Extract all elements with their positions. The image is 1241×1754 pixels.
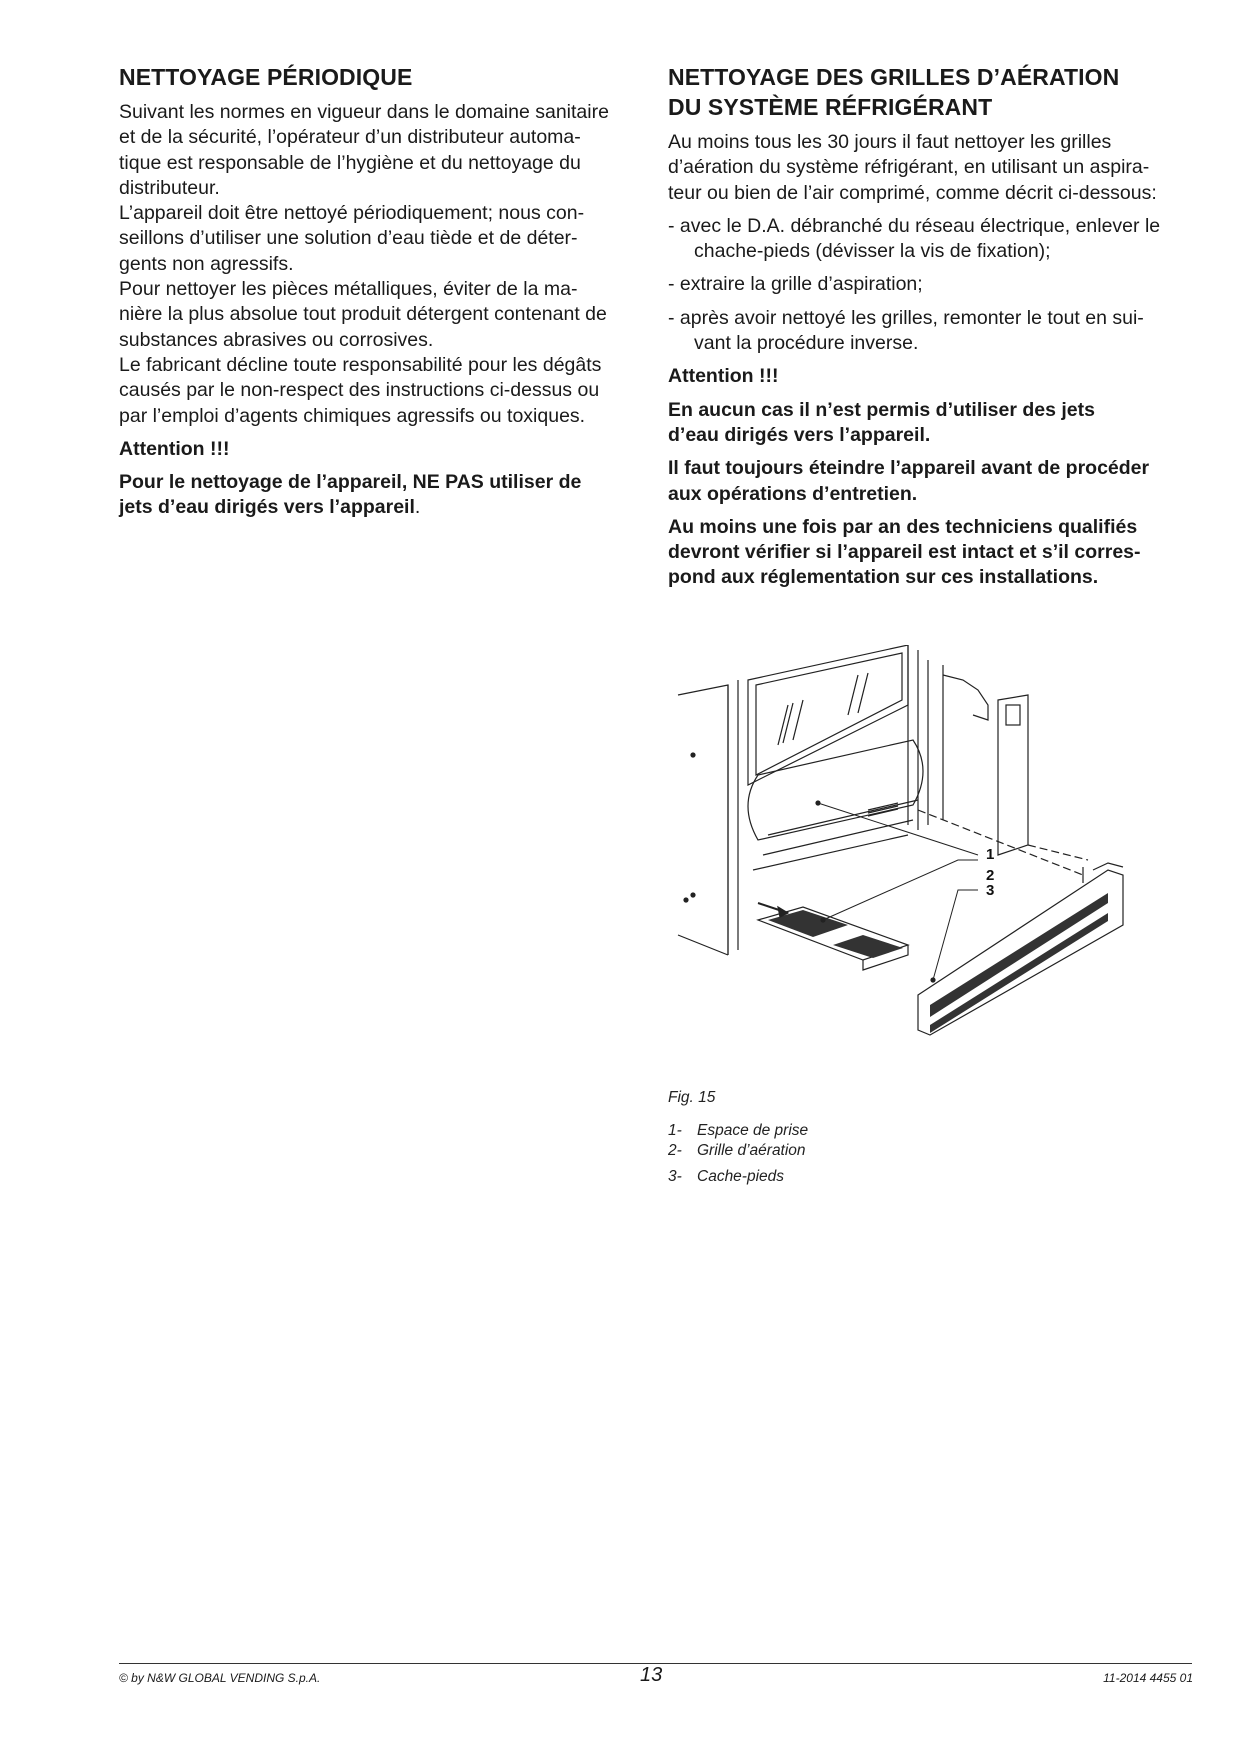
text-line: causés par le non-respect des instructions ci-dessus ou — [119, 379, 600, 402]
warning-switch-off — [668, 456, 1196, 507]
text-line: devront vérifier si l’appareil est intact et s’il corres- — [668, 541, 1141, 564]
paragraph-cleaning-solution — [119, 201, 639, 277]
attention-label: Attention !!! — [668, 365, 779, 388]
section-title-periodic-cleaning: NETTOYAGE PÉRIODIQUE — [119, 64, 413, 90]
warning-paragraph — [119, 470, 639, 521]
paragraph-metal-parts — [119, 277, 639, 353]
figure-vending-machine-grille — [668, 645, 1198, 1090]
legend-number: 2- — [668, 1142, 682, 1159]
list-item-reassemble — [668, 306, 1196, 357]
page-number: 13 — [640, 1664, 663, 1686]
warning-period: . — [414, 496, 421, 519]
text-line: Pour nettoyer les pièces métalliques, éviter de la ma- — [119, 278, 578, 301]
text-line: gents non agressifs. — [119, 252, 294, 275]
callout-1: 1 — [986, 846, 995, 863]
text-line: Suivant les normes en vigueur dans le domaine sanitaire — [119, 101, 609, 123]
text-line: - après avoir nettoyé les grilles, remonter le tout en sui- — [668, 306, 1144, 329]
text-line: En aucun cas il n’est permis d’utiliser des jets — [668, 398, 1095, 421]
left-column — [119, 62, 639, 521]
text-line: Au moins une fois par an des techniciens qualifiés — [668, 515, 1138, 538]
interior-compartment — [748, 740, 923, 840]
section-title-grille-cleaning — [668, 62, 1196, 122]
legend-text: Espace de prise — [697, 1122, 809, 1139]
text-line: par l’emploi d’agents chimiques agressifs ou toxiques. — [119, 404, 586, 427]
callout-3: 3 — [986, 882, 995, 899]
text-line: Le fabricant décline toute responsabilité pour les dégâts — [119, 353, 602, 376]
text-line: distributeur. — [119, 176, 220, 199]
list-item-unplug — [668, 214, 1196, 265]
text-line: - avec le D.A. débranché du réseau électrique, enlever le — [668, 214, 1161, 237]
warning-annual-check — [668, 515, 1196, 591]
text-line: substances abrasives ou corrosives. — [119, 328, 434, 351]
text-line: d’eau dirigés vers l’appareil. — [668, 423, 931, 446]
text-line: Il faut toujours éteindre l’appareil avant de procéder — [668, 457, 1150, 480]
paragraph-hygiene — [119, 100, 639, 201]
legend-number: 1- — [668, 1122, 682, 1139]
text-line: d’aération du système réfrigérant, en utilisant un aspira- — [668, 156, 1150, 179]
right-column — [668, 62, 1196, 591]
legend-text: Cache-pieds — [697, 1168, 785, 1185]
text-line: tique est responsable de l’hygiène et du nettoyage du — [119, 151, 581, 174]
lock-detail — [1006, 705, 1020, 725]
cabinet-left-edge — [678, 685, 728, 955]
title-line: NETTOYAGE DES GRILLES D’AÉRATION — [668, 64, 1120, 90]
paragraph-intro — [668, 130, 1196, 206]
side-panel — [998, 695, 1028, 855]
text-line: Au moins tous les 30 jours il faut nettoyer les grilles — [668, 131, 1112, 153]
text-line: vant la procédure inverse. — [694, 332, 919, 355]
callout-2: 2 — [986, 867, 995, 884]
warning-line: Pour le nettoyage de l’appareil, NE PAS utiliser de — [119, 471, 582, 494]
title-line: DU SYSTÈME RÉFRIGÉRANT — [668, 94, 993, 120]
text-line: et de la sécurité, l’opérateur d’un distributeur automa- — [119, 126, 581, 149]
paragraph-liability — [119, 353, 639, 429]
list-item-extract: - extraire la grille d’aspiration; — [668, 273, 923, 296]
text-line: chache-pieds (dévisser la vis de fixation); — [694, 240, 1051, 263]
text-line: pond aux réglementation sur ces installations. — [668, 566, 1099, 589]
text-line: aux opérations d’entretien. — [668, 482, 918, 505]
text-line: teur ou bien de l’air comprimé, comme décrit ci-dessous: — [668, 181, 1157, 204]
footer-copyright: © by N&W GLOBAL VENDING S.p.A. — [119, 1671, 321, 1685]
footer-docref: 11-2014 4455 01 — [1103, 1671, 1193, 1685]
figure-caption: Fig. 15 — [668, 1089, 716, 1106]
text-line: nière la plus absolue tout produit détergent contenant de — [119, 303, 607, 326]
text-line: seillons d’utiliser une solution d’eau tiède et de déter- — [119, 227, 578, 250]
warning-water-jets — [668, 398, 1196, 449]
attention-label: Attention !!! — [119, 437, 230, 460]
technical-illustration — [668, 645, 1198, 1090]
legend-text: Grille d’aération — [697, 1142, 806, 1159]
text-line: L’appareil doit être nettoyé périodiquement; nous con- — [119, 202, 585, 225]
warning-line: jets d’eau dirigés vers l’appareil — [119, 496, 415, 519]
glass-window — [748, 645, 908, 785]
legend-number: 3- — [668, 1168, 682, 1185]
